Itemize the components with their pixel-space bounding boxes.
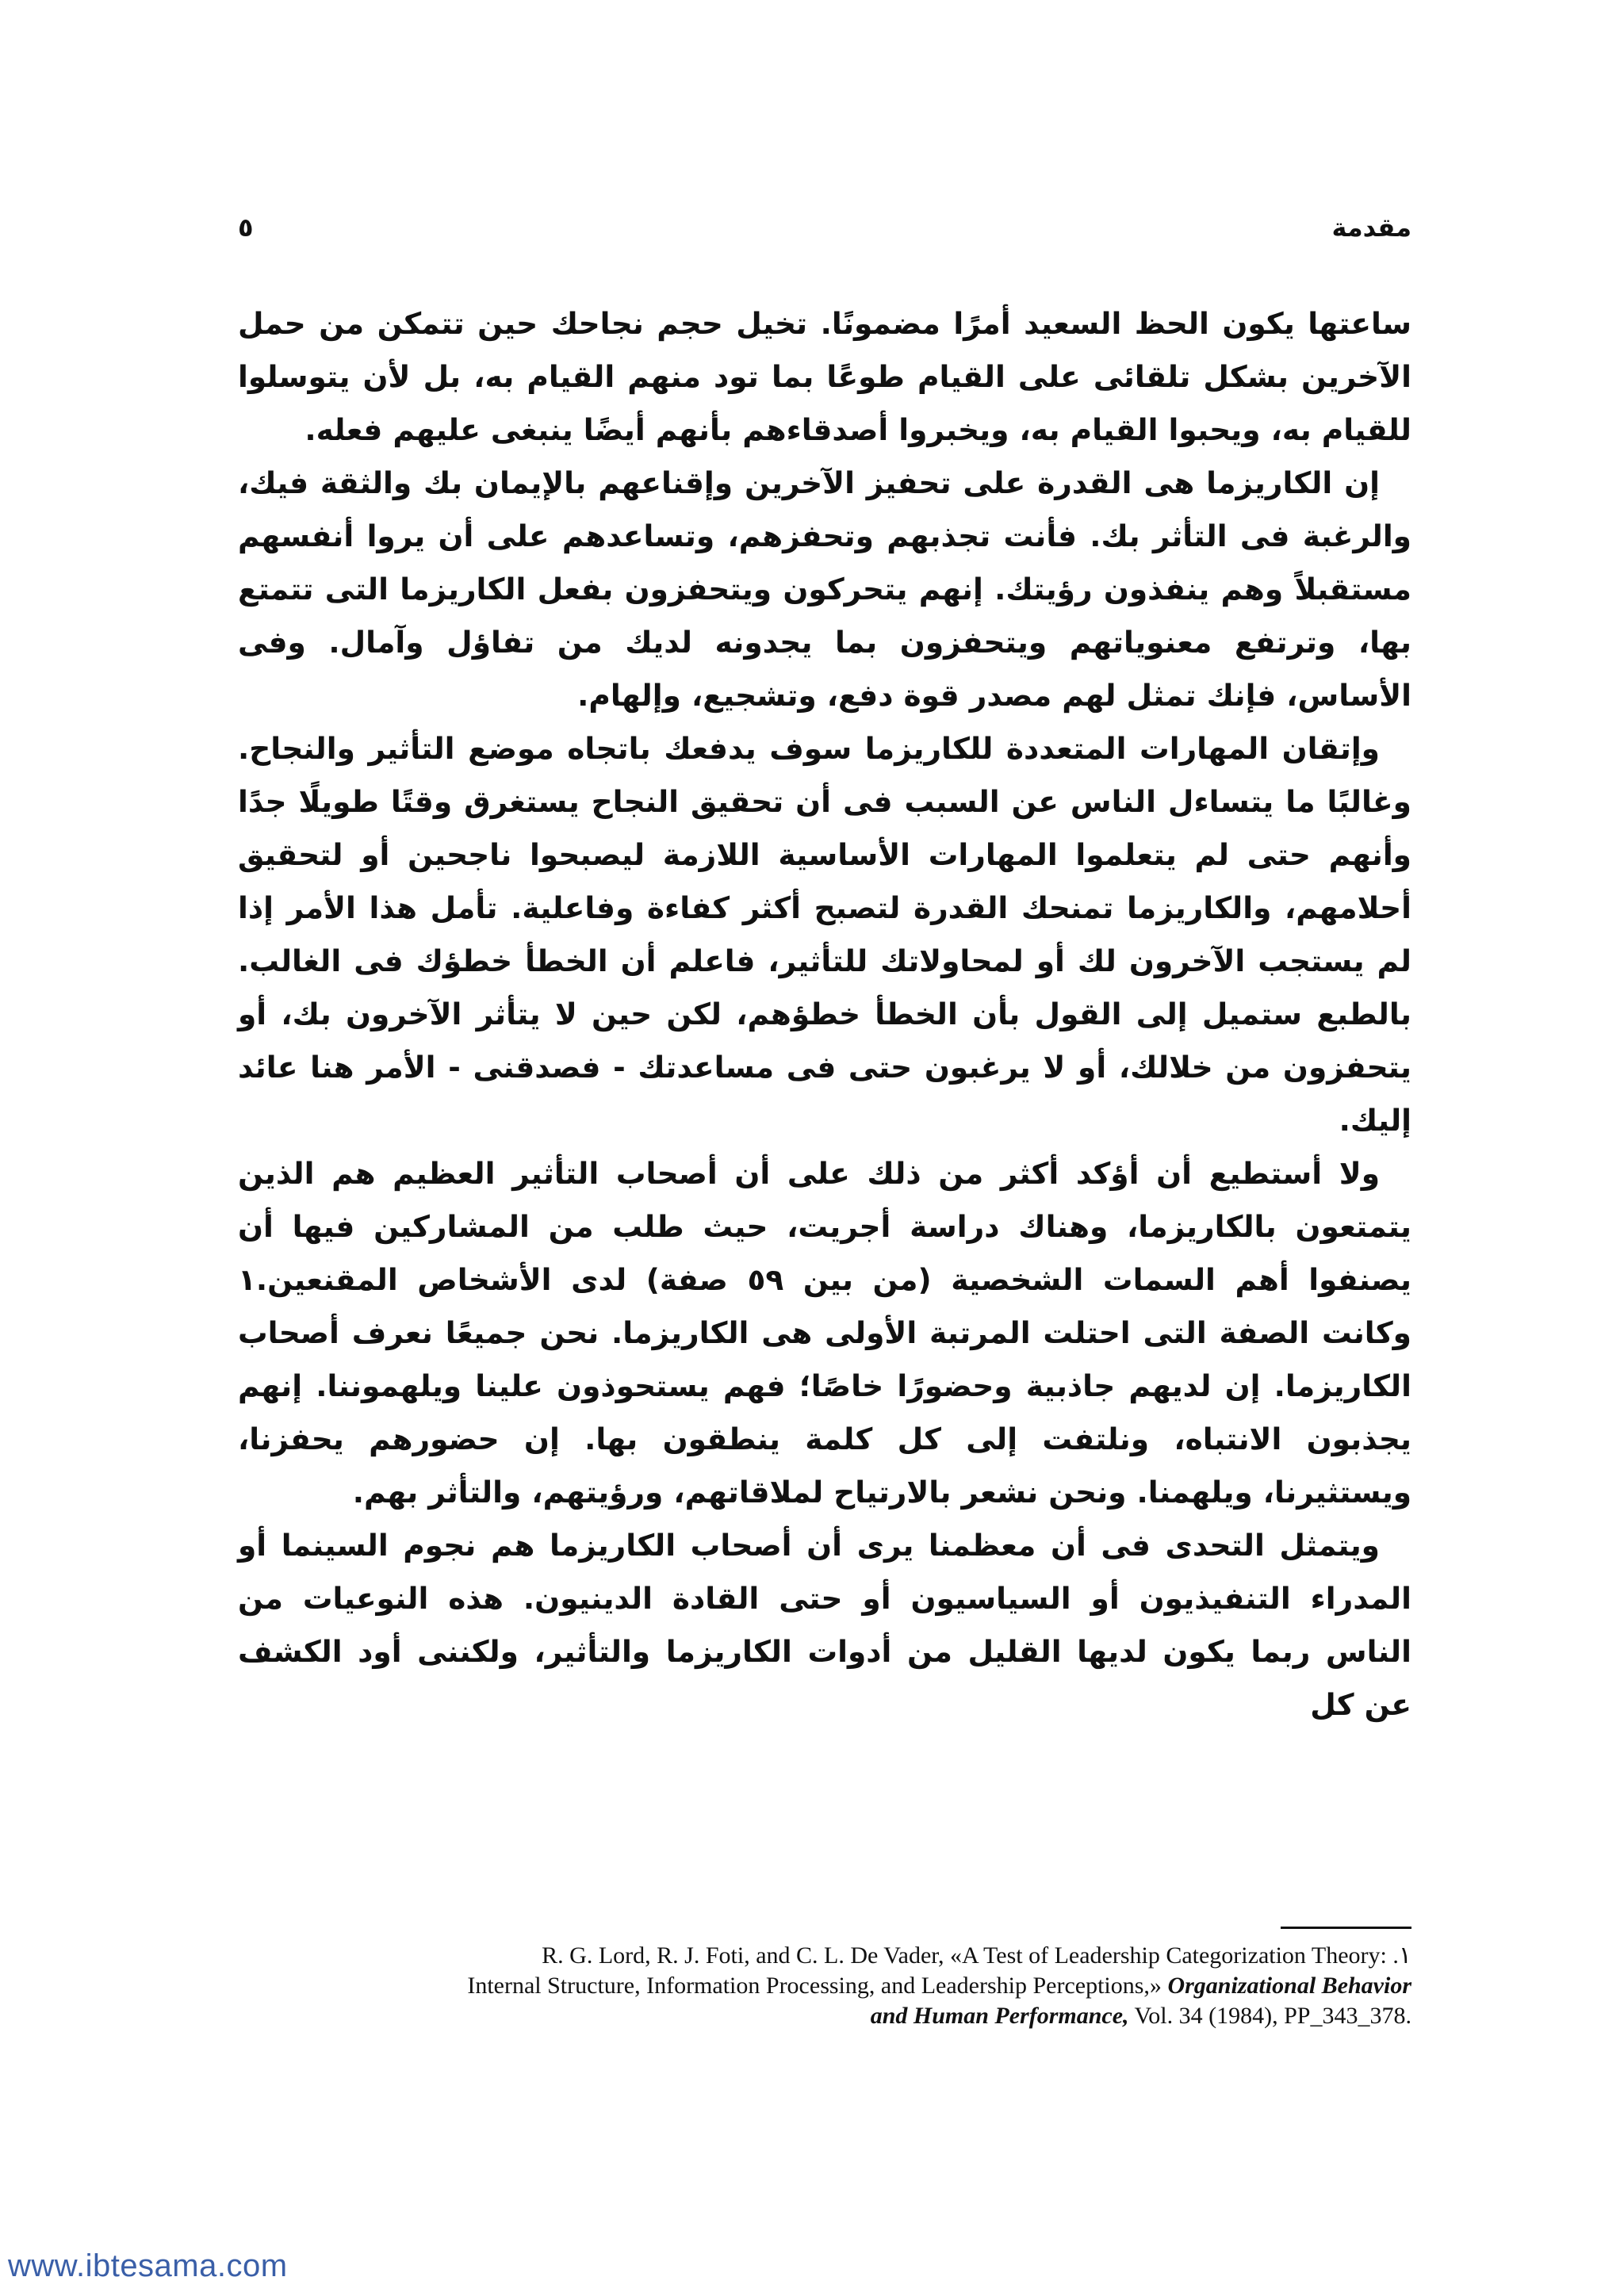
paragraph-2: إن الكاريزما هى القدرة على تحفيز الآخرين وإقناعهم بالإيمان بك والثقة فيك، والرغبة فى التأثر بك. فأنت تجذبهم وتحفزهم، وتساعدهم على أن يروا أنفسهم مستقبلاً وهم ينفذون رؤيتك. إنهم يتحركون ويتحفزون بفعل الكاريزما التى تتمتع بها، وترتفع معنوياتهم ويتحفزون بما يجدونه لديك من تفاؤل وآمال. وفى الأساس، فإنك تمثل لهم مصدر قوة دفع، وتشجيع، وإلهام. — [238, 465, 1411, 713]
footnote-line-2 — [238, 1971, 1411, 2001]
paragraph-5: ويتمثل التحدى فى أن معظمنا يرى أن أصحاب الكاريزما هم نجوم السينما أو المدراء التنفيذيون أو السياسيون أو حتى القادة الدينيون. هذه النوعيات من الناس ربما يكون لديها القليل من أدوات الكاريزما والتأثير، ولكننى أود الكشف عن كل — [238, 1528, 1411, 1722]
footnote-divider — [1281, 1927, 1411, 1929]
footnote-line-2-text: Internal Structure, Information Processing, and Leadership Perceptions,» — [467, 1973, 1168, 1999]
footnote-journal-part-1: Organizational Behavior — [1167, 1973, 1411, 1999]
watermark: www.ibtesama.com — [8, 2248, 288, 2283]
chapter-title: مقدمة — [1331, 212, 1411, 243]
paragraph-3: وإتقان المهارات المتعددة للكاريزما سوف يدفعك باتجاه موضع التأثير والنجاح. وغالبًا ما يتساءل الناس عن السبب فى أن تحقيق النجاح يستغرق وقتًا طويلًا جدًا وأنهم حتى لم يتعلموا المهارات الأساسية اللازمة ليصبحوا ناجحين أو لتحقيق أحلامهم، والكاريزما تمنحك القدرة لتصبح أكثر كفاءة وفاعلية. تأمل هذا الأمر إذا لم يستجب الآخرون لك أو لمحاولاتك للتأثير، فاعلم أن الخطأ خطؤك فى الغالب. بالطبع ستميل إلى القول بأن الخطأ خطؤهم، لكن حين لا يتأثر الآخرون بك، أو يتحفزون من خلالك، أو لا يرغبون حتى فى مساعدتك - فصدقنى - الأمر هنا عائد إليك. — [238, 731, 1411, 1138]
page-number: ٥ — [238, 212, 254, 243]
paragraph-4: ولا أستطيع أن أؤكد أكثر من ذلك على أن أصحاب التأثير العظيم هم الذين يتمتعون بالكاريزما، وهناك دراسة أجريت، حيث طلب من المشاركين فيها أن يصنفوا أهم السمات الشخصية (من بين ٥٩ صفة) لدى الأشخاص المقنعين.١ وكانت الصفة التى احتلت المرتبة الأولى هى الكاريزما. نحن جميعًا نعرف أصحاب الكاريزما. إن لديهم جاذبية وحضورًا خاصًا؛ فهم يستحوذون علينا ويلهموننا. إنهم يجذبون الانتباه، ونلتفت إلى كل كلمة ينطقون بها. إن حضورهم يحفزنا، ويستثيرنا، ويلهمنا. ونحن نشعر بالارتياح لملاقاتهم، ورؤيتهم، والتأثر بهم. — [238, 1156, 1411, 1510]
footnote-line-1: R. G. Lord, R. J. Foti, and C. L. De Vader, «A Test of Leadership Categorization Theory: .١ — [542, 1942, 1411, 1969]
footnote-line-3-text: Vol. 34 (1984), PP_343_378. — [1128, 2003, 1411, 2029]
footnote-journal-part-2: and Human Performance, — [870, 2003, 1129, 2029]
paragraph-1: ساعتها يكون الحظ السعيد أمرًا مضمونًا. تخيل حجم نجاحك حين تتمكن من حمل الآخرين بشكل تلقائى على القيام طوعًا بما تود منهم القيام به، بل لأن يتوسلوا للقيام به، ويحبوا القيام به، ويخبروا أصدقاءهم بأنهم أيضًا ينبغى عليهم فعله. — [238, 306, 1411, 447]
footnote — [238, 1941, 1411, 2031]
footnote-line-3 — [238, 2001, 1411, 2031]
running-head — [238, 212, 1411, 260]
body-text — [238, 297, 1411, 1732]
